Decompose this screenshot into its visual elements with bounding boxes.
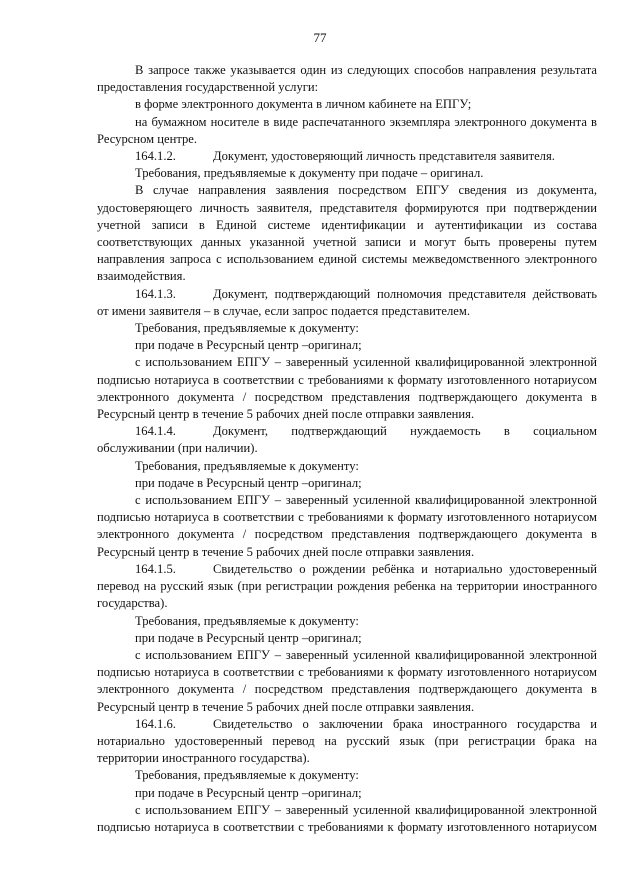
paragraph: Требования, предъявляемые к документу: <box>135 458 359 473</box>
numbered-item <box>97 561 597 613</box>
paragraph: с использованием ЕПГУ – заверенный усиленной квалифицированной электронной подписью нотариуса в соответствии с требованиями к формату изготовленного нотариусом <box>97 802 597 834</box>
item-text: Документ, подтверждающий полномочия представителя действовать от имени заявителя – в случае, если запрос подается представителем. <box>97 286 597 318</box>
item-number: 164.1.5. <box>135 561 176 576</box>
item-text: Свидетельство о рождении ребёнка и нотариально удостоверенный перевод на русский язык (при регистрации рождения ребенка на территории иностранного государства). <box>97 561 597 611</box>
paragraph: на бумажном носителе в виде распечатанного экземпляра электронного документа в Ресурсном центре. <box>97 114 597 146</box>
document-body <box>97 62 597 836</box>
item-number: 164.1.4. <box>135 424 176 439</box>
paragraph: с использованием ЕПГУ – заверенный усиленной квалифицированной электронной подписью нотариуса в соответствии с требованиями к формату изготовленного нотариусом электронного документа / посредством представления подтверждающего документа в Ресурсный центр в течение 5 рабочих дней после отправки заявления. <box>97 647 597 714</box>
page-number: 77 <box>313 30 327 45</box>
item-number: 164.1.2. <box>135 149 176 164</box>
item-number: 164.1.3. <box>135 286 176 301</box>
paragraph: В запросе также указывается один из следующих способов направления результата предоставления государственной услуги: <box>97 63 597 95</box>
paragraph: при подаче в Ресурсный центр –оригинал; <box>135 475 362 490</box>
paragraph: при подаче в Ресурсный центр –оригинал; <box>135 630 362 645</box>
paragraph: при подаче в Ресурсный центр –оригинал; <box>135 785 362 800</box>
paragraph: в форме электронного документа в личном кабинете на ЕПГУ; <box>135 97 472 112</box>
numbered-item <box>97 286 597 320</box>
paragraph: Требования, предъявляемые к документу: <box>135 321 359 336</box>
numbered-item <box>97 716 597 768</box>
paragraph: В случае направления заявления посредством ЕПГУ сведения из документа, удостоверяющего личность заявителя, представителя формируются при подтверждении учетной записи в Единой системе идентификации и аутентификации из состава соответствующих данных указанной учетной записи и могут быть проверены путем направления запроса с использованием единой системы межведомственного электронного взаимодействия. <box>97 183 597 284</box>
item-text: Свидетельство о заключении брака иностранного государства и нотариально удостоверенный перевод на русский язык (при регистрации брака на территории иностранного государства). <box>97 716 597 766</box>
paragraph: с использованием ЕПГУ – заверенный усиленной квалифицированной электронной подписью нотариуса в соответствии с требованиями к формату изготовленного нотариусом электронного документа / посредством представления подтверждающего документа в Ресурсный центр в течение 5 рабочих дней после отправки заявления. <box>97 355 597 422</box>
item-number: 164.1.6. <box>135 716 176 731</box>
item-text: Документ, подтверждающий нуждаемость в социальном обслуживании (при наличии). <box>97 424 597 456</box>
paragraph: Требования, предъявляемые к документу: <box>135 613 359 628</box>
numbered-item <box>97 423 597 457</box>
paragraph: с использованием ЕПГУ – заверенный усиленной квалифицированной электронной подписью нотариуса в соответствии с требованиями к формату изготовленного нотариусом электронного документа / посредством представления подтверждающего документа в Ресурсный центр в течение 5 рабочих дней после отправки заявления. <box>97 493 597 559</box>
numbered-item <box>97 148 597 165</box>
paragraph: при подаче в Ресурсный центр –оригинал; <box>135 338 362 353</box>
paragraph: Требования, предъявляемые к документу: <box>135 768 359 783</box>
item-text: Документ, удостоверяющий личность представителя заявителя. <box>213 149 555 164</box>
paragraph: Требования, предъявляемые к документу при подаче – оригинал. <box>135 166 484 181</box>
